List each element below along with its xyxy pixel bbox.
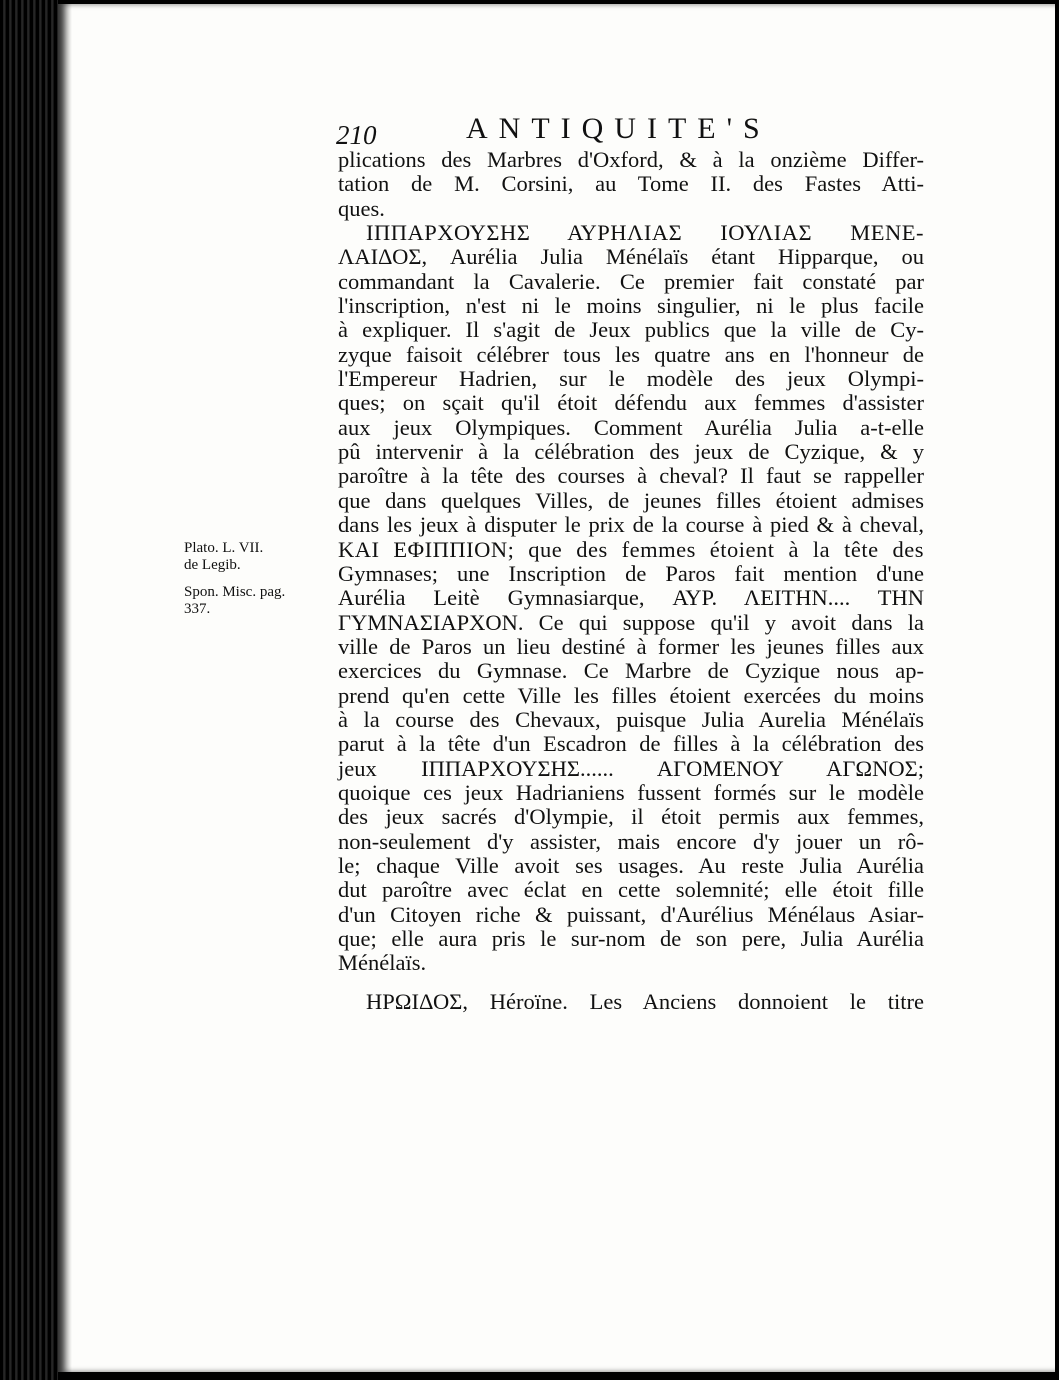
text-line: ΙΠΠΑΡΧΟΥΣΗΣ ΑΥΡΗΛΙΑΣ ΙΟΥΛΙΑΣ ΜΕΝΕ-	[366, 220, 924, 246]
margin-notes	[184, 540, 314, 628]
body-text	[338, 148, 924, 1014]
text-line: Aurélia Leitè Gymnasiarque, ΑΥΡ. ΛΕΙΤΗΝ.... ΤΗΝ	[338, 585, 924, 611]
text-line: tation de M. Corsini, au Tome II. des Fastes Atti-	[338, 171, 924, 197]
text-line: dut paroître avec éclat en cette solemnité; elle étoit fille	[338, 877, 924, 903]
margin-note-spon	[184, 584, 314, 618]
margin-note-line: 337.	[184, 601, 211, 617]
text-line: quoique ces jeux Hadrianiens fussent formés sur le modèle	[338, 779, 924, 805]
text-line: non-seulement d'y assister, mais encore d'y jouer un rô-	[338, 828, 924, 854]
text-line: Gymnases; une Inscription de Paros fait mention d'une	[338, 560, 924, 586]
margin-note-line: de Legib.	[184, 557, 241, 573]
text-line: à la course des Chevaux, puisque Julia Aurelia Ménélaïs	[338, 706, 924, 732]
text-line: d'un Citoyen riche & puissant, d'Aurélius Ménélaus Asiar-	[338, 901, 924, 927]
text-line: paroître à la tête des courses à cheval? Il faut se rappeller	[338, 463, 924, 489]
text-line: prend qu'en cette Ville les filles étoient exercées du moins	[338, 682, 924, 708]
margin-note-line: Spon. Misc. pag.	[184, 584, 286, 600]
text-line: ques.	[338, 195, 385, 221]
margin-note-plato	[184, 540, 314, 574]
text-line: aux jeux Olympiques. Comment Aurélia Julia a-t-elle	[338, 414, 924, 440]
gutter-shadow	[58, 4, 72, 1372]
text-line: dans les jeux à disputer le prix de la course à pied & à cheval,	[338, 512, 924, 538]
text-line: parut à la tête d'un Escadron de filles à la célébration des	[338, 731, 924, 757]
text-line: que; elle aura pris le sur-nom de son pere, Julia Aurélia	[338, 926, 924, 951]
text-line: ΛΑΙΔΟΣ, Aurélia Julia Ménélaïs étant Hipparque, ou	[338, 244, 924, 270]
text-line: commandant la Cavalerie. Ce premier fait constaté par	[338, 268, 924, 294]
scan-edge	[0, 0, 58, 1380]
page-number: 210	[336, 120, 377, 150]
text-line: zyque faisoit célébrer tous les quatre ans en l'honneur de	[338, 341, 924, 367]
margin-note-line: Plato. L. VII.	[184, 540, 264, 556]
text-line: à expliquer. Il s'agit de Jeux publics que la ville de Cy-	[338, 317, 924, 343]
text-line: ΓΥΜΝΑΣΙΑΡΧΟΝ. Ce qui suppose qu'il y avoit dans la	[338, 609, 924, 635]
text-line: des jeux sacrés d'Olympie, il étoit permis aux femmes,	[338, 804, 924, 830]
text-line: que dans quelques Villes, de jeunes filles étoient admises	[338, 487, 924, 513]
text-line: plications des Marbres d'Oxford, & à la onzième Differ-	[338, 147, 924, 172]
text-line: pû intervenir à la célébration des jeux de Cyzique, & y	[338, 439, 924, 465]
text-line: ΚΑΙ ΕΦΙΠΠΙΟΝ; que des femmes étoient à la tête des	[338, 536, 924, 562]
text-line: ques; on sçait qu'il étoit défendu aux femmes d'assister	[338, 390, 924, 416]
running-title: ANTIQUITE'S	[466, 112, 771, 145]
text-line: jeux ΙΠΠΑΡΧΟΥΣΗΣ...... ΑΓΟΜΕΝΟΥ ΑΓΩΝΟΣ;	[338, 755, 924, 781]
text-line: ΗΡΩΙΔΟΣ, Héroïne. Les Anciens donnoient le titre	[366, 988, 924, 1014]
text-line: exercices du Gymnase. Ce Marbre de Cyzique nous ap-	[338, 658, 924, 684]
running-head	[336, 112, 916, 152]
text-line: Ménélaïs.	[338, 950, 427, 976]
text-line: le; chaque Ville avoit ses usages. Au reste Julia Aurélia	[338, 852, 924, 878]
text-line: ville de Paros un lieu destiné à former les jeunes filles aux	[338, 633, 924, 659]
text-line: l'inscription, n'est ni le moins singulier, ni le plus facile	[338, 293, 924, 319]
text-line: l'Empereur Hadrien, sur le modèle des jeux Olympi-	[338, 366, 924, 392]
